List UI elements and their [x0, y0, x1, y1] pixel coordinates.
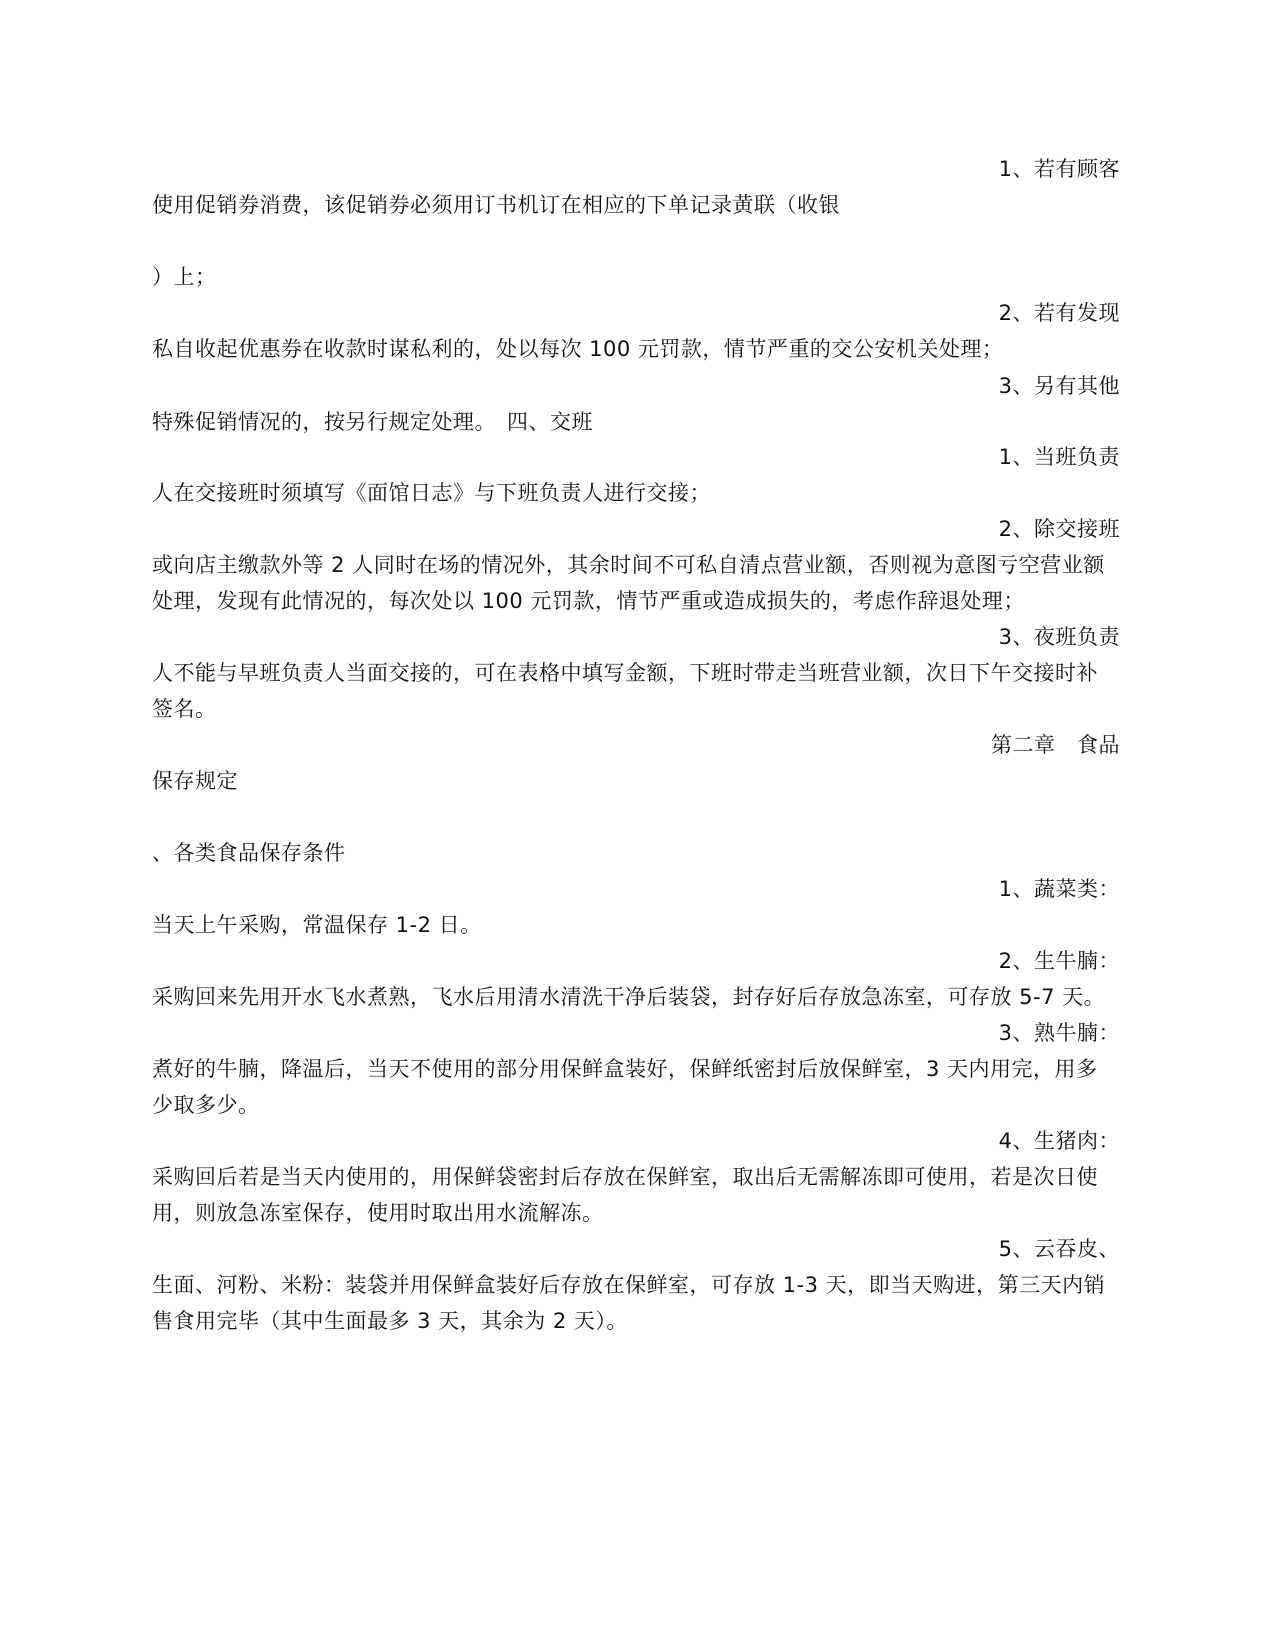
clause-heading: 2、若有发现	[998, 301, 1120, 325]
clause-heading: 4、生猪肉：	[998, 1129, 1120, 1153]
paragraph-line: 人不能与早班负责人当面交接的，可在表格中填写金额，下班时带走当班营业额，次日下午交接时补	[152, 661, 1098, 685]
chapter-heading: 第二章 食品	[991, 733, 1120, 757]
paragraph-line: 私自收起优惠券在收款时谋私利的，处以每次 100 元罚款，情节严重的交公安机关处理；	[152, 337, 1004, 361]
clause-heading: 3、另有其他	[998, 374, 1120, 398]
paragraph-line: 特殊促销情况的，按另行规定处理。 四、交班	[152, 410, 593, 434]
paragraph-line: 生面、河粉、米粉：装袋并用保鲜盒装好后存放在保鲜室，可存放 1-3 天，即当天购进，第三天内销	[152, 1273, 1106, 1297]
chapter-heading-continued: 保存规定	[152, 769, 238, 793]
paragraph-line: 使用促销券消费，该促销券必须用订书机订在相应的下单记录黄联（收银	[152, 193, 840, 217]
paragraph-line: 签名。	[152, 697, 217, 721]
paragraph-line: 煮好的牛腩，降温后，当天不使用的部分用保鲜盒装好，保鲜纸密封后放保鲜室，3 天内用完，用多	[152, 1057, 1098, 1081]
clause-heading: 1、若有顾客	[998, 157, 1120, 181]
clause-heading: 3、熟牛腩：	[998, 1021, 1120, 1045]
clause-heading: 2、生牛腩：	[998, 949, 1120, 973]
section-heading: 、各类食品保存条件	[152, 841, 346, 865]
paragraph-line: 当天上午采购，常温保存 1-2 日。	[152, 913, 482, 937]
paragraph-line: 少取多少。	[152, 1093, 260, 1117]
paragraph-line: 人在交接班时须填写《面馆日志》与下班负责人进行交接；	[152, 481, 711, 505]
clause-heading: 3、夜班负责	[998, 625, 1120, 649]
paragraph-line: 采购回后若是当天内使用的，用保鲜袋密封后存放在保鲜室，取出后无需解冻即可使用，若是次日使	[152, 1165, 1098, 1189]
paragraph-line: 或向店主缴款外等 2 人同时在场的情况外，其余时间不可私自清点营业额，否则视为意图亏空营业额	[152, 553, 1105, 577]
clause-heading: 1、当班负责	[998, 445, 1120, 469]
paragraph-line: 采购回来先用开水飞水煮熟，飞水后用清水清洗干净后装袋，封存好后存放急冻室，可存放 5-7 天。	[152, 985, 1106, 1009]
clause-heading: 2、除交接班	[998, 517, 1120, 541]
paragraph-line: 售食用完毕（其中生面最多 3 天，其余为 2 天）。	[152, 1309, 628, 1333]
paragraph-line: 处理，发现有此情况的，每次处以 100 元罚款，情节严重或造成损失的，考虑作辞退处理；	[152, 589, 1025, 613]
paragraph-line: 用，则放急冻室保存，使用时取出用水流解冻。	[152, 1201, 604, 1225]
paragraph-line: ）上；	[152, 265, 217, 289]
clause-heading: 1、蔬菜类：	[998, 877, 1120, 901]
clause-heading: 5、云吞皮、	[998, 1237, 1120, 1261]
